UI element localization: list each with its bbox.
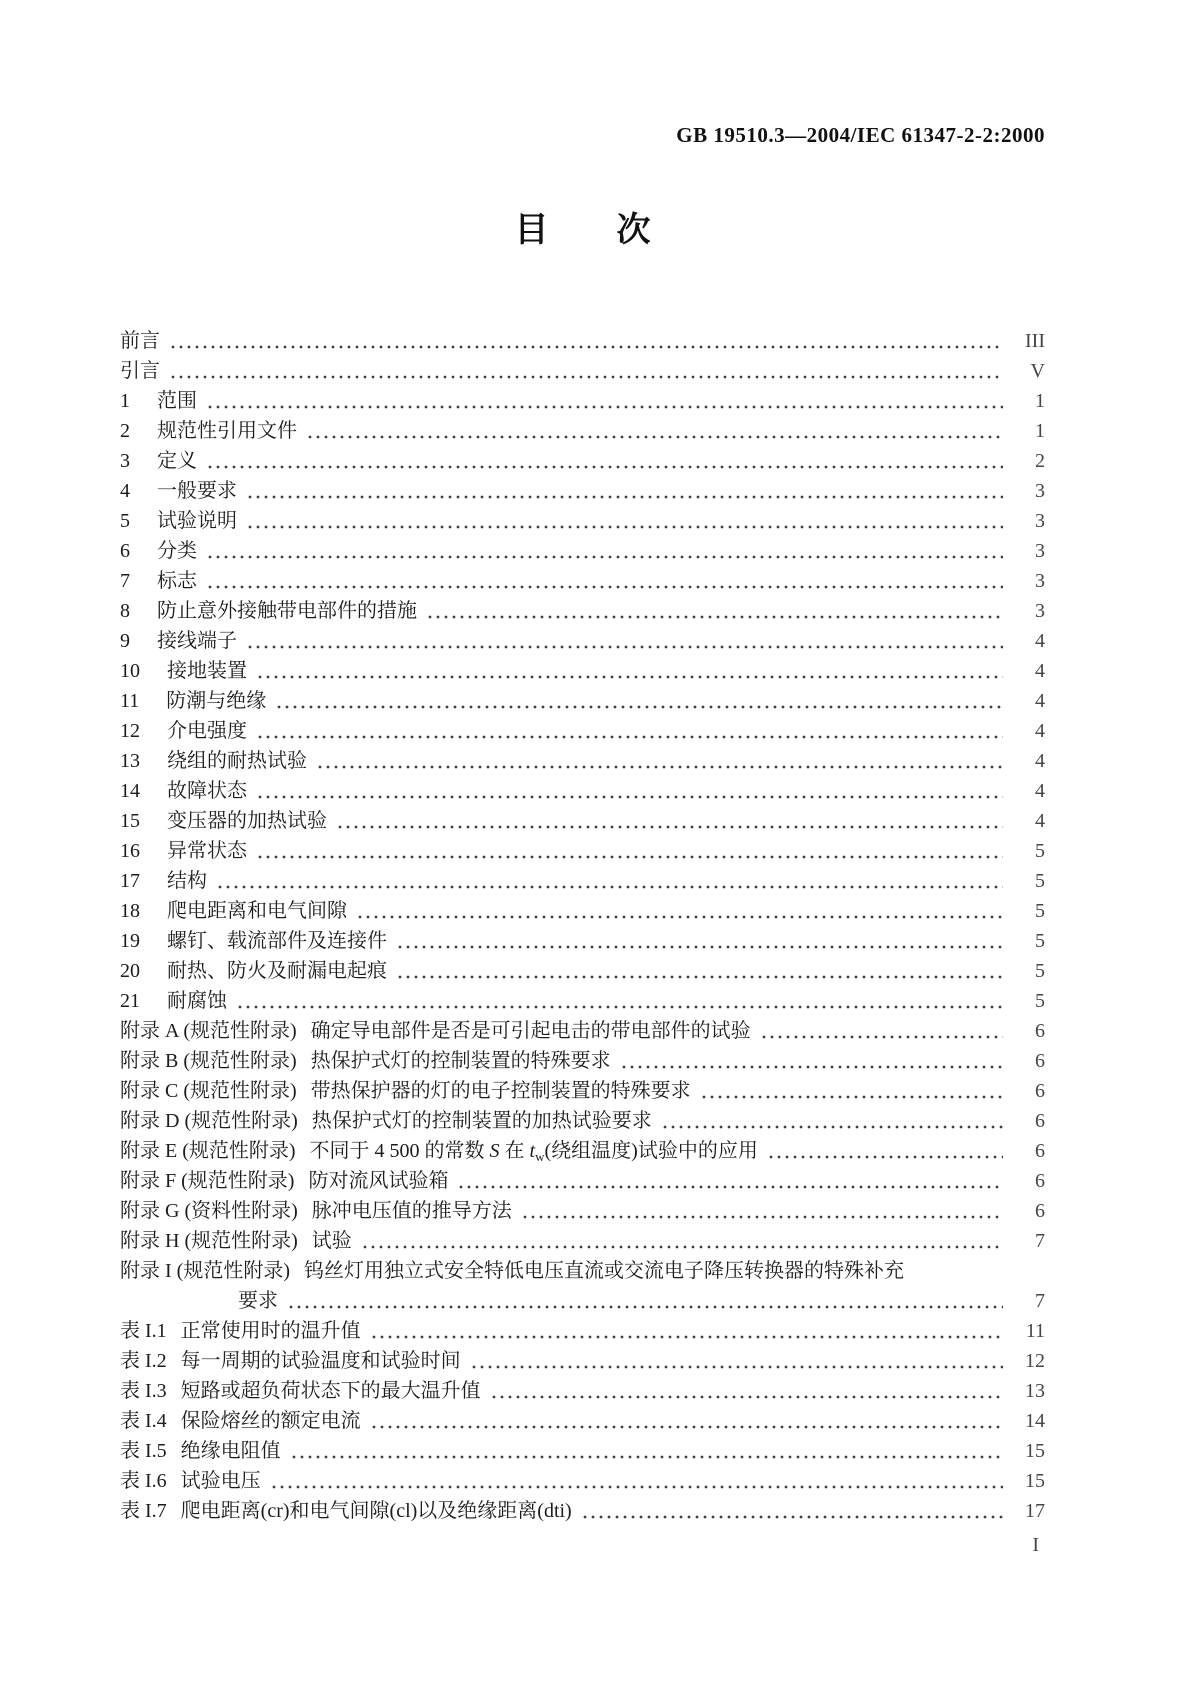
dot-leader (470, 1362, 1003, 1372)
toc-page-number: 6 (1035, 1080, 1045, 1102)
toc-entry-number: 8 (120, 600, 130, 622)
toc-entry-label: 试验说明 (157, 510, 237, 532)
toc-page-number: 3 (1035, 540, 1045, 562)
toc-entry-label: 螺钉、载流部件及连接件 (167, 930, 387, 952)
toc-entry-prefix: 表 I.5 (120, 1440, 167, 1462)
toc-entry-label: 前言 (120, 330, 160, 352)
toc-entry-label: 每一周期的试验温度和试验时间 (180, 1350, 461, 1372)
toc-entry-prefix: 附录 F (规范性附录) (120, 1170, 295, 1192)
toc-entry-label: 钨丝灯用独立式安全特低电压直流或交流电子降压转换器的特殊补充 (303, 1260, 904, 1282)
dot-leader (620, 1062, 1003, 1072)
toc-entry-label: 脉冲电压值的推导方法 (311, 1200, 512, 1222)
toc-row (120, 446, 1045, 476)
toc-row (120, 1466, 1045, 1496)
toc-entry-number: 13 (120, 750, 140, 772)
toc-entry-label: 短路或超负荷状态下的最大温升值 (180, 1380, 481, 1402)
toc-entry-label (310, 1136, 758, 1168)
dot-leader (336, 822, 1003, 832)
toc-page-number: 13 (1025, 1380, 1045, 1402)
toc-entry-number: 21 (120, 990, 140, 1012)
text-run: w (535, 1148, 545, 1164)
toc-row (120, 1406, 1045, 1436)
toc-row (120, 1076, 1045, 1106)
dot-leader (169, 342, 1003, 352)
text-run: S (489, 1140, 500, 1162)
toc-page-number: 3 (1035, 510, 1045, 532)
toc-entry-prefix: 附录 E (规范性附录) (120, 1140, 296, 1162)
toc-row (120, 1346, 1045, 1376)
toc-entry-prefix: 表 I.1 (120, 1320, 167, 1342)
toc-entry-label: 爬电距离和电气间隙 (167, 900, 347, 922)
toc-entry-prefix: 附录 D (规范性附录) (120, 1110, 298, 1132)
dot-leader (256, 732, 1003, 742)
toc-entry-number: 3 (120, 450, 130, 472)
toc-row (120, 716, 1045, 746)
toc-row (120, 926, 1045, 956)
toc-entry-number: 10 (120, 660, 140, 682)
dot-leader (767, 1152, 1003, 1162)
toc-row (120, 776, 1045, 806)
dot-leader (370, 1422, 1003, 1432)
toc-page-number: 5 (1035, 990, 1045, 1012)
dot-leader (216, 882, 1003, 892)
toc-row (120, 1226, 1045, 1256)
dot-leader (370, 1332, 1003, 1342)
toc-page-number: 3 (1035, 600, 1045, 622)
toc-row (120, 1166, 1045, 1196)
toc-page-number: 6 (1035, 1050, 1045, 1072)
toc-row (120, 1436, 1045, 1466)
toc-row (120, 1196, 1045, 1226)
dot-leader (661, 1122, 1003, 1132)
toc-row (120, 1316, 1045, 1346)
toc-entry-number: 16 (120, 840, 140, 862)
toc-row (120, 506, 1045, 536)
dot-leader (256, 672, 1003, 682)
toc-entry-label: 引言 (120, 360, 160, 382)
toc-entry-prefix: 附录 H (规范性附录) (120, 1230, 298, 1252)
toc-entry-prefix: 表 I.7 (120, 1500, 167, 1522)
toc-entry-number: 12 (120, 720, 140, 742)
toc-entry-label: 介电强度 (167, 720, 247, 742)
dot-leader (246, 522, 1003, 532)
toc-row (120, 596, 1045, 626)
toc-entry-label: 分类 (157, 540, 197, 562)
toc-page-number: 12 (1025, 1350, 1045, 1372)
toc-row (120, 1496, 1045, 1526)
toc-row (120, 536, 1045, 566)
dot-leader (521, 1212, 1003, 1222)
toc-entry-label: 爬电距离(cr)和电气间隙(cl)以及绝缘距离(dti) (180, 1500, 572, 1522)
toc-page-number: 6 (1035, 1020, 1045, 1042)
toc-page-number: 5 (1035, 900, 1045, 922)
dot-leader (396, 942, 1003, 952)
toc-entry-label: 确定导电部件是否是可引起电击的带电部件的试验 (310, 1020, 751, 1042)
toc-entry-label: 定义 (157, 450, 197, 472)
dot-leader (396, 972, 1003, 982)
toc-entry-prefix: 附录 G (资料性附录) (120, 1200, 298, 1222)
dot-leader (206, 582, 1003, 592)
dot-leader (356, 912, 1003, 922)
dot-leader (581, 1512, 1003, 1522)
toc-entry-prefix: 表 I.2 (120, 1350, 167, 1372)
toc-entry-label: 标志 (157, 570, 197, 592)
dot-leader (206, 552, 1003, 562)
toc-page-number: 1 (1035, 420, 1045, 442)
toc-page-number: 7 (1035, 1290, 1045, 1312)
toc-row (120, 1286, 1045, 1316)
toc-entry-label: 试验电压 (180, 1470, 261, 1492)
toc-entry-number: 2 (120, 420, 130, 442)
toc-entry-number: 9 (120, 630, 130, 652)
toc-page-number: 4 (1035, 810, 1045, 832)
toc-entry-label: 一般要求 (157, 480, 237, 502)
toc-page-number: 1 (1035, 390, 1045, 412)
dot-leader (270, 1482, 1003, 1492)
toc-entry-label: 结构 (167, 870, 207, 892)
text-run: t (529, 1140, 536, 1162)
toc-page-number: 4 (1035, 660, 1045, 682)
toc-entry-label: 故障状态 (167, 780, 247, 802)
dot-leader (287, 1302, 1003, 1312)
dot-leader (169, 372, 1003, 382)
toc-row (120, 806, 1045, 836)
dot-leader (290, 1452, 1003, 1462)
toc-page-number: 4 (1035, 690, 1045, 712)
dot-leader (457, 1182, 1003, 1192)
page-title: 目次 (514, 211, 719, 249)
toc-entry-label: 正常使用时的温升值 (180, 1320, 361, 1342)
toc-page-number: 14 (1025, 1410, 1045, 1432)
toc-entry-label: 防止意外接触带电部件的措施 (157, 600, 417, 622)
toc-row (120, 746, 1045, 776)
toc-entry-label: 热保护式灯的控制装置的加热试验要求 (311, 1110, 652, 1132)
toc-row (120, 1136, 1045, 1166)
toc-row (120, 1106, 1045, 1136)
toc-row (120, 386, 1045, 416)
toc-row (120, 866, 1045, 896)
toc-page-number: 2 (1035, 450, 1045, 472)
toc-page-number: 5 (1035, 870, 1045, 892)
toc-entry-label: 耐热、防火及耐漏电起痕 (167, 960, 387, 982)
dot-leader (490, 1392, 1003, 1402)
toc-entry-number: 18 (120, 900, 140, 922)
toc-page-number: 4 (1035, 720, 1045, 742)
toc-page-number: 5 (1035, 840, 1045, 862)
dot-leader (426, 612, 1003, 622)
toc-page-number: 4 (1035, 750, 1045, 772)
toc-entry-label: 保险熔丝的额定电流 (180, 1410, 361, 1432)
toc-row (120, 1256, 1045, 1286)
toc-entry-label: 防潮与绝缘 (166, 690, 267, 712)
toc-page-number: III (1025, 330, 1045, 352)
toc-entry-label: 热保护式灯的控制装置的特殊要求 (310, 1050, 611, 1072)
dot-leader (206, 462, 1003, 472)
toc-row (120, 626, 1045, 656)
toc-entry-number: 15 (120, 810, 140, 832)
toc-entry-label: 接线端子 (157, 630, 237, 652)
toc-entry-label: 要求 (238, 1290, 278, 1312)
dot-leader (246, 492, 1003, 502)
toc-row (120, 1376, 1045, 1406)
toc-page-number: 6 (1035, 1170, 1045, 1192)
text-run: (绕组温度)试验中的应用 (544, 1140, 758, 1162)
toc-entry-number: 6 (120, 540, 130, 562)
dot-leader (236, 1002, 1003, 1012)
toc-row (120, 566, 1045, 596)
toc-page-number: 6 (1035, 1110, 1045, 1132)
toc-entry-label: 接地装置 (167, 660, 247, 682)
toc-entry-number: 4 (120, 480, 130, 502)
toc-page-number: 17 (1025, 1500, 1045, 1522)
toc-entry-label: 防对流风试验箱 (308, 1170, 449, 1192)
toc-page-number: 3 (1035, 480, 1045, 502)
toc-page-number: 6 (1035, 1140, 1045, 1162)
toc-entry-number: 14 (120, 780, 140, 802)
toc-page-number: 7 (1035, 1230, 1045, 1252)
toc-entry-prefix: 表 I.3 (120, 1380, 167, 1402)
toc-entry-prefix: 附录 B (规范性附录) (120, 1050, 297, 1072)
toc-list (120, 326, 1045, 1526)
toc-entry-label: 变压器的加热试验 (167, 810, 327, 832)
toc-entry-label: 绝缘电阻值 (180, 1440, 281, 1462)
toc-entry-label: 带热保护器的灯的电子控制装置的特殊要求 (310, 1080, 691, 1102)
text-run: 在 (499, 1140, 530, 1162)
toc-row (120, 416, 1045, 446)
standard-number: GB 19510.3—2004/IEC 61347-2-2:2000 (676, 123, 1045, 147)
toc-row (120, 1046, 1045, 1076)
toc-entry-label: 耐腐蚀 (167, 990, 227, 1012)
toc-page-number: 15 (1025, 1440, 1045, 1462)
toc-row (120, 836, 1045, 866)
dot-leader (306, 432, 1003, 442)
toc-entry-prefix: 表 I.6 (120, 1470, 167, 1492)
toc-entry-prefix: 附录 A (规范性附录) (120, 1020, 297, 1042)
toc-page-number: 4 (1035, 630, 1045, 652)
toc-page-number: 5 (1035, 960, 1045, 982)
toc-entry-prefix: 附录 I (规范性附录) (120, 1260, 290, 1282)
folio-page-number: I (1032, 1534, 1039, 1556)
toc-row (120, 1016, 1045, 1046)
toc-entry-label: 规范性引用文件 (157, 420, 297, 442)
toc-row (120, 956, 1045, 986)
toc-page-number: 5 (1035, 930, 1045, 952)
dot-leader (361, 1242, 1003, 1252)
dot-leader (760, 1032, 1003, 1042)
dot-leader (206, 402, 1003, 412)
toc-entry-prefix: 表 I.4 (120, 1410, 167, 1432)
toc-page-number: 6 (1035, 1200, 1045, 1222)
toc-row (120, 476, 1045, 506)
toc-entry-number: 7 (120, 570, 130, 592)
dot-leader (246, 642, 1003, 652)
toc-row (120, 896, 1045, 926)
toc-row (120, 686, 1045, 716)
toc-entry-label: 范围 (157, 390, 197, 412)
toc-page-number: 4 (1035, 780, 1045, 802)
toc-entry-number: 17 (120, 870, 140, 892)
toc-page-number: 3 (1035, 570, 1045, 592)
toc-entry-number: 20 (120, 960, 140, 982)
toc-page-number: V (1030, 360, 1045, 382)
toc-entry-label: 绕组的耐热试验 (167, 750, 307, 772)
dot-leader (275, 702, 1003, 712)
toc-row (120, 656, 1045, 686)
text-run: 不同于 4 500 的常数 (309, 1140, 490, 1162)
toc-row (120, 356, 1045, 386)
dot-leader (700, 1092, 1003, 1102)
dot-leader (256, 792, 1003, 802)
toc-entry-label: 试验 (311, 1230, 352, 1252)
dot-leader (256, 852, 1003, 862)
toc-entry-number: 1 (120, 390, 130, 412)
toc-entry-number: 5 (120, 510, 130, 532)
toc-entry-number: 11 (120, 690, 140, 712)
toc-page-number: 11 (1025, 1320, 1045, 1342)
toc-page-number: 15 (1025, 1470, 1045, 1492)
toc-row (120, 326, 1045, 356)
toc-row (120, 986, 1045, 1016)
toc-entry-label: 异常状态 (167, 840, 247, 862)
toc-entry-prefix: 附录 C (规范性附录) (120, 1080, 297, 1102)
dot-leader (316, 762, 1003, 772)
toc-entry-number: 19 (120, 930, 140, 952)
